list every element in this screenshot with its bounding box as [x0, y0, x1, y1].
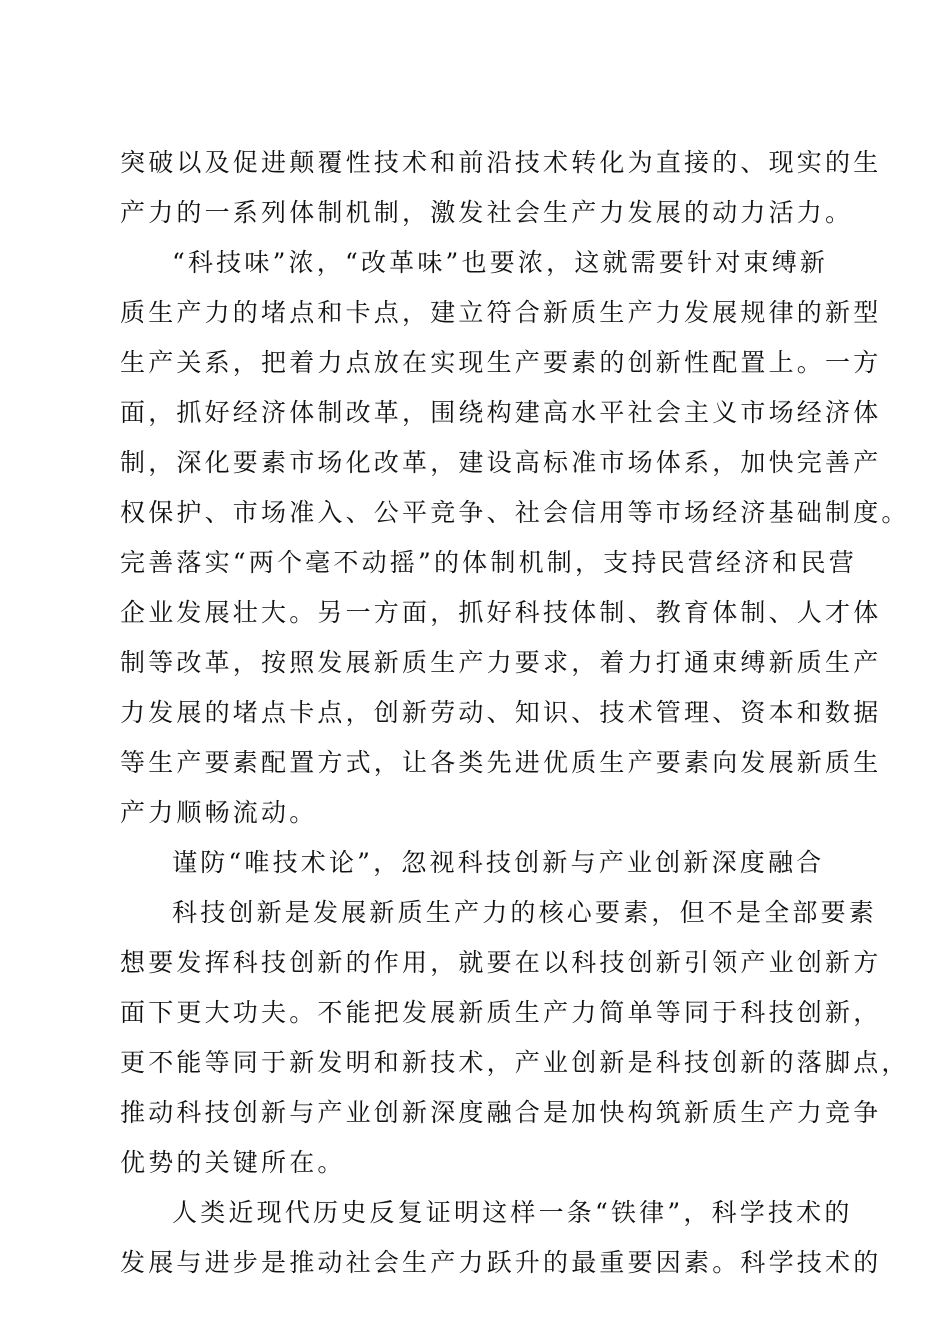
text-line: 突破以及促进颠覆性技术和前沿技术转化为直接的、现实的生	[120, 148, 882, 177]
paragraph-start-line: 科技创新是发展新质生产力的核心要素，但不是全部要素	[172, 898, 878, 927]
text-line: 制等改革，按照发展新质生产力要求，着力打通束缚新质生产	[120, 648, 882, 677]
text-line: 力发展的堵点卡点，创新劳动、知识、技术管理、资本和数据	[120, 698, 882, 727]
text-line: 推动科技创新与产业创新深度融合是加快构筑新质生产力竞争	[120, 1098, 882, 1127]
paragraph-start-line: 人类近现代历史反复证明这样一条“铁律”，科学技术的	[172, 1198, 853, 1227]
text-line: 优势的关键所在。	[120, 1148, 346, 1177]
text-line: 产力顺畅流动。	[120, 798, 318, 827]
text-line: 产力的一系列体制机制，激发社会生产力发展的动力活力。	[120, 198, 854, 227]
text-line: 面下更大功夫。不能把发展新质生产力简单等同于科技创新，	[120, 998, 882, 1027]
text-line: 生产关系，把着力点放在实现生产要素的创新性配置上。一方	[120, 348, 882, 377]
text-line: 企业发展壮大。另一方面，抓好科技体制、教育体制、人才体	[120, 598, 882, 627]
text-line: 发展与进步是推动社会生产力跃升的最重要因素。科学技术的	[120, 1248, 882, 1277]
text-line: 面，抓好经济体制改革，围绕构建高水平社会主义市场经济体	[120, 398, 882, 427]
text-line: 制，深化要素市场化改革，建设高标准市场体系，加快完善产	[120, 448, 882, 477]
text-line: 想要发挥科技创新的作用，就要在以科技创新引领产业创新方	[120, 948, 882, 977]
section-heading: 谨防“唯技术论”，忽视科技创新与产业创新深度融合	[172, 848, 825, 877]
text-line: 权保护、市场准入、公平竞争、社会信用等市场经济基础制度。	[120, 498, 910, 527]
text-line: 质生产力的堵点和卡点，建立符合新质生产力发展规律的新型	[120, 298, 882, 327]
text-line: 更不能等同于新发明和新技术，产业创新是科技创新的落脚点，	[120, 1048, 910, 1077]
text-line: 等生产要素配置方式，让各类先进优质生产要素向发展新质生	[120, 748, 882, 777]
document-body	[120, 138, 910, 1288]
paragraph-start-line: “科技味”浓，“改革味”也要浓，这就需要针对束缚新	[172, 248, 829, 277]
text-line: 完善落实“两个毫不动摇”的体制机制，支持民营经济和民营	[120, 548, 857, 577]
